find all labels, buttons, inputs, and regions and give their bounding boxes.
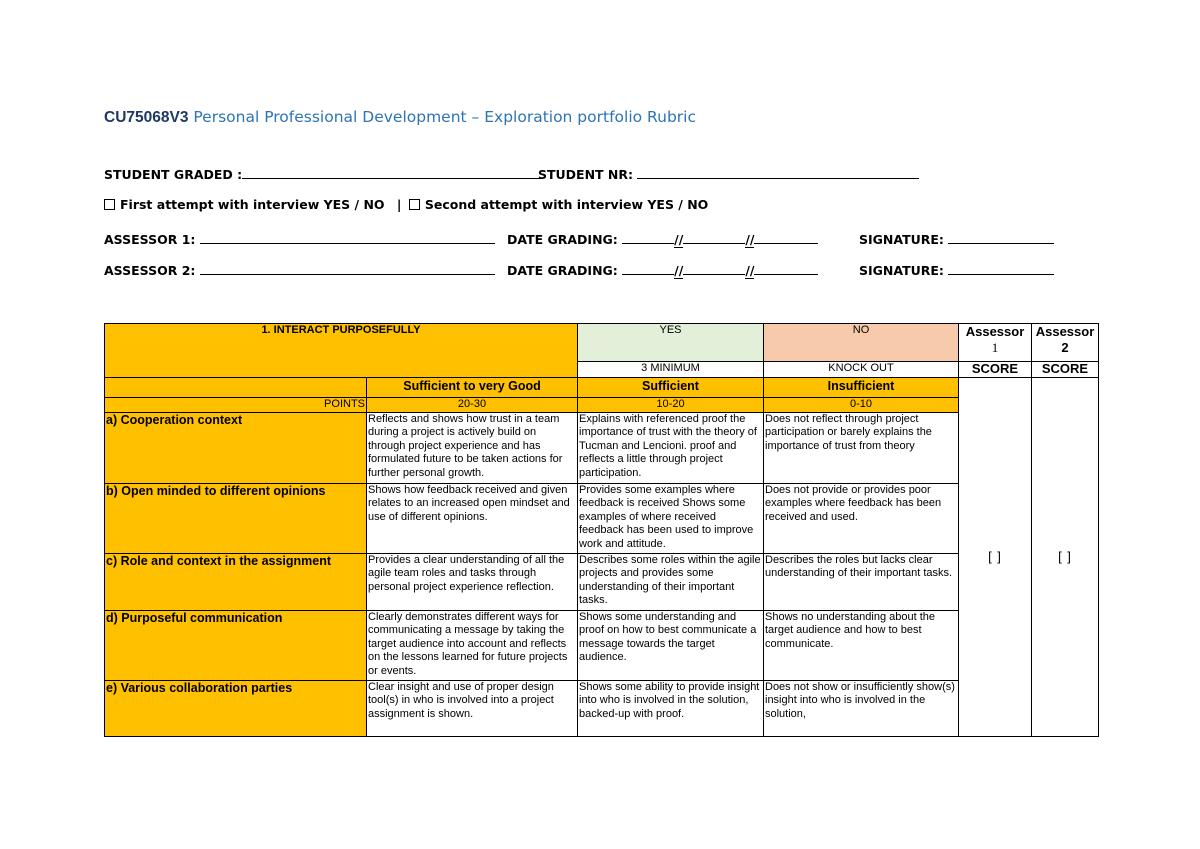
date-grading-2 <box>507 261 818 279</box>
section-title: 1. INTERACT PURPOSEFULLY <box>105 324 578 378</box>
points-insufficient: 0-10 <box>764 398 959 413</box>
date1-day-field[interactable] <box>622 230 674 244</box>
student-graded-field[interactable] <box>242 165 542 179</box>
level-sufficient: Sufficient <box>578 378 764 398</box>
student-nr-row <box>538 165 919 182</box>
criterion-name: e) Various collaboration parties <box>105 680 367 736</box>
assessor2-header-b: 2 <box>1061 340 1069 355</box>
date2-month-field[interactable] <box>683 261 745 275</box>
level-insufficient: Insufficient <box>764 378 959 398</box>
student-nr-field[interactable] <box>637 165 919 179</box>
date1-month-field[interactable] <box>683 230 745 244</box>
signature2-field[interactable] <box>948 261 1054 275</box>
criterion-sufficient: Describes some roles within the agile projects and provides some understanding of their important tasks. <box>578 553 764 610</box>
criterion-insufficient: Describes the roles but lacks clear understanding of their important tasks. <box>764 553 959 610</box>
assessor2-score-field[interactable]: [ ] <box>1032 378 1099 737</box>
first-attempt-checkbox[interactable] <box>104 199 115 210</box>
assessor2-label: ASSESSOR 2: <box>104 263 196 278</box>
criterion-insufficient: Does not show or insufficiently show(s) insight into who is involved in the solution, <box>764 680 959 736</box>
assessor1-row <box>104 230 495 247</box>
assessor2-header <box>1032 324 1099 362</box>
criterion-good: Clear insight and use of proper design tool(s) in who is involved into a project assignment is shown. <box>367 680 578 736</box>
signature-label: SIGNATURE: <box>859 263 944 278</box>
criterion-sufficient: Shows some ability to provide insight into who is involved in the solution, backed-up with proof. <box>578 680 764 736</box>
levels-blank <box>105 378 367 398</box>
attempt-row <box>104 197 708 212</box>
score-header-2: SCORE <box>1032 362 1099 378</box>
no-subheader: KNOCK OUT <box>764 362 959 378</box>
date-slash: // <box>674 263 684 278</box>
yes-header: YES <box>578 324 764 362</box>
no-header: NO <box>764 324 959 362</box>
student-graded-row <box>104 165 542 182</box>
criterion-name: a) Cooperation context <box>105 412 367 483</box>
assessor1-field[interactable] <box>200 230 495 244</box>
date-grading-label: DATE GRADING: <box>507 232 618 247</box>
criterion-insufficient: Does not reflect through project participation or barely explains the importance of trust from theory <box>764 412 959 483</box>
assessor1-score-field[interactable]: [ ] <box>959 378 1032 737</box>
criterion-insufficient: Does not provide or provides poor examples where feedback has been received and used. <box>764 483 959 553</box>
points-good: 20-30 <box>367 398 578 413</box>
assessor1-header-b: 1 <box>991 340 999 355</box>
criterion-row <box>105 483 1099 553</box>
score-header-1: SCORE <box>959 362 1032 378</box>
date-slash: // <box>674 232 684 247</box>
document-title <box>104 108 696 127</box>
assessor2-header-a: Assessor <box>1035 324 1095 339</box>
signature-2 <box>859 261 1054 278</box>
rubric-table <box>104 323 1099 737</box>
criterion-good: Shows how feedback received and given relates to an increased open mindset and use of different opinions. <box>367 483 578 553</box>
student-graded-label: STUDENT GRADED : <box>104 167 243 182</box>
assessor2-field[interactable] <box>200 261 495 275</box>
date2-year-field[interactable] <box>754 261 818 275</box>
criterion-good: Provides a clear understanding of all the agile team roles and tasks through personal project experience reflection. <box>367 553 578 610</box>
criterion-good: Reflects and shows how trust in a team during a project is actively build on through project experience and has formulated future to be taken actions for further personal growth. <box>367 412 578 483</box>
course-code: CU75068V3 <box>104 109 189 126</box>
criterion-sufficient: Explains with referenced proof the importance of trust with the theory of Tucman and Lencioni. proof and reflects a little through project participation. <box>578 412 764 483</box>
date-slash: // <box>745 232 755 247</box>
criterion-name: c) Role and context in the assignment <box>105 553 367 610</box>
student-nr-label: STUDENT NR: <box>538 167 634 182</box>
level-good: Sufficient to very Good <box>367 378 578 398</box>
criterion-insufficient: Shows no understanding about the target audience and how to best communicate. <box>764 610 959 680</box>
criterion-sufficient: Shows some understanding and proof on how to best communicate a message towards the target audience. <box>578 610 764 680</box>
points-sufficient: 10-20 <box>578 398 764 413</box>
criterion-name: b) Open minded to different opinions <box>105 483 367 553</box>
points-label: POINTS <box>105 398 367 413</box>
signature-1 <box>859 230 1054 247</box>
date2-day-field[interactable] <box>622 261 674 275</box>
assessor1-label: ASSESSOR 1: <box>104 232 196 247</box>
criterion-row <box>105 412 1099 483</box>
assessor1-header-a: Assessor <box>965 324 1025 339</box>
date1-year-field[interactable] <box>754 230 818 244</box>
course-title: Personal Professional Development – Exploration portfolio Rubric <box>188 108 696 126</box>
criterion-good: Clearly demonstrates different ways for communicating a message by taking the target audience into account and reflects on the lessons learned for future projects or events. <box>367 610 578 680</box>
date-grading-label: DATE GRADING: <box>507 263 618 278</box>
criterion-name: d) Purposeful communication <box>105 610 367 680</box>
first-attempt-label: First attempt with interview YES / NO <box>120 197 385 212</box>
criterion-row <box>105 680 1099 736</box>
yes-subheader: 3 MINIMUM <box>578 362 764 378</box>
second-attempt-checkbox[interactable] <box>409 199 420 210</box>
date-slash: // <box>745 263 755 278</box>
criterion-row <box>105 553 1099 610</box>
second-attempt-label: Second attempt with interview YES / NO <box>424 197 709 212</box>
assessor1-header <box>959 324 1032 362</box>
signature1-field[interactable] <box>948 230 1054 244</box>
signature-label: SIGNATURE: <box>859 232 944 247</box>
criterion-row <box>105 610 1099 680</box>
assessor2-row <box>104 261 495 278</box>
attempt-separator: | <box>396 197 402 212</box>
date-grading-1 <box>507 230 818 248</box>
criterion-sufficient: Provides some examples where feedback is received Shows some examples of where received feedback has been used to improve work and attitude. <box>578 483 764 553</box>
